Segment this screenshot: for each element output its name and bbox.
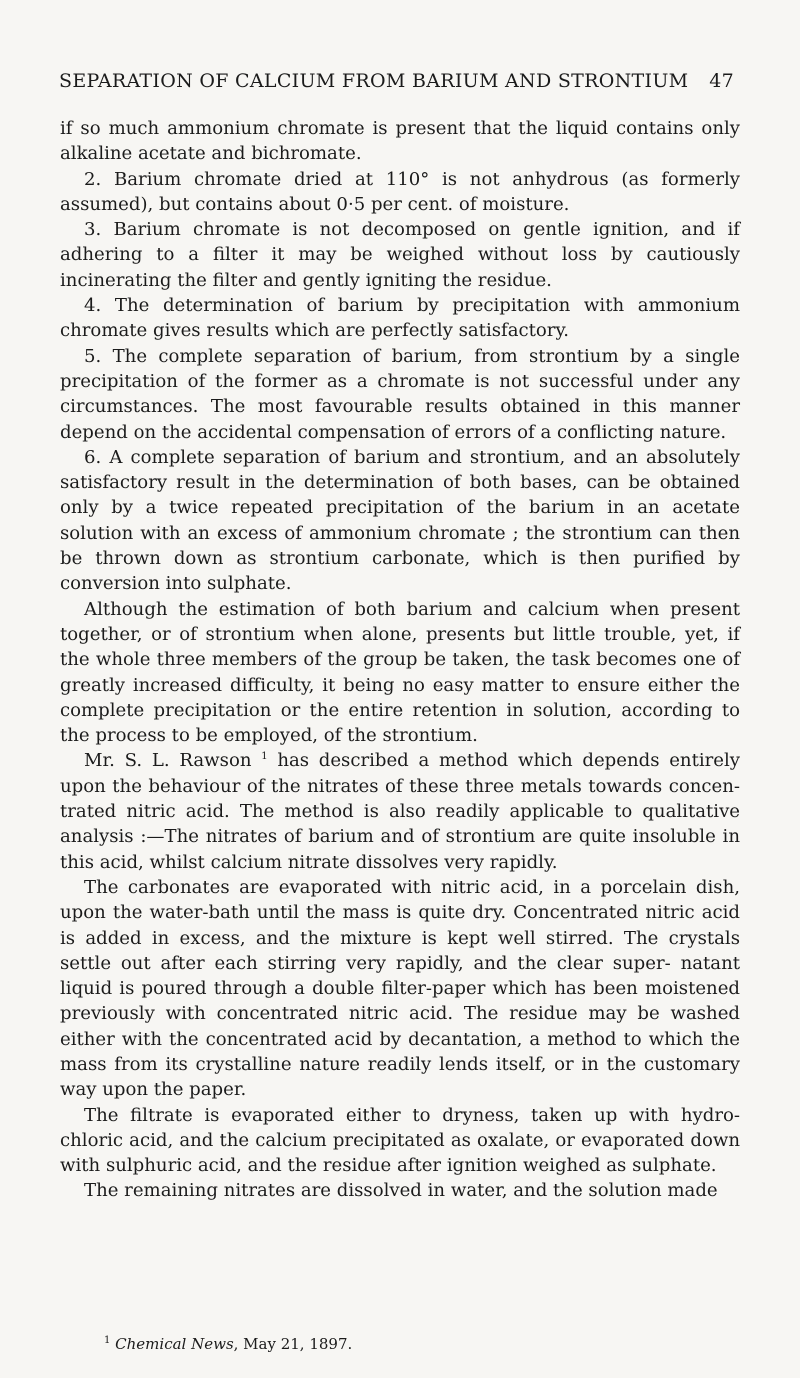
paragraph: 3. Barium chromate is not decomposed on gentle ignition, and if adhering to a filter it may be weighed without loss by cautiously incinerating the filter and gently igniting the residue. (60, 219, 740, 291)
footnote-journal: Chemical News (115, 1335, 234, 1353)
footnote (60, 1334, 740, 1354)
page-number: 47 (709, 70, 734, 92)
author-name: Mr. S. L. Rawson (84, 750, 252, 772)
paragraph: The remaining nitrates are dissolved in water, and the solution made (84, 1180, 718, 1202)
paragraph-text: has described a method which depends entirely upon the behaviour of the nitrates of these three metals towards concen- trated nitric acid. The method is also readily applicable to qualitative analysis :—The nitrates of barium and of strontium are quite insoluble in this acid, whilst calcium nitrate dissolves very rapidly. (60, 750, 740, 873)
paragraph: 2. Barium chromate dried at 110° is not anhydrous (as formerly assumed), but contains about 0·5 per cent. of moisture. (60, 168, 740, 215)
paragraph: The filtrate is evaporated either to dryness, taken up with hydro- chloric acid, and the calcium precipitated as oxalate, or evaporated down with sulphuric acid, and the residue after ignition weighed as sulphate. (60, 1104, 740, 1177)
footnote-date: , May 21, 1897. (233, 1335, 353, 1353)
paragraph: if so much ammonium chromate is present that the liquid contains only alkaline acetate and bichromate. (60, 118, 740, 165)
paragraph-rawson (60, 748, 740, 874)
paragraph: The carbonates are evaporated with nitric acid, in a porcelain dish, upon the water-bath until the mass is quite dry. Concentrated nitric acid is added in excess, and the mixture is kept well stirred. The crystals settle out after each stirring very rapidly, and the clear super- natant liquid is poured through a double filter-paper which has been moistened previously with concentrated nitric acid. The residue may be washed either with the concentrated acid by decantation, a method to which the mass from its crystalline nature readily lends itself, or in the customary way upon the paper. (60, 876, 740, 1101)
paragraph: 6. A complete separation of barium and strontium, and an absolutely satisfactory result in the determination of both bases, can be obtained only by a twice repeated precipitation of the barium in an acetate solution with an excess of ammonium chromate ; the strontium can then be thrown down as strontium carbonate, which is then purified by conversion into sulphate. (60, 446, 740, 595)
paragraph: 4. The determination of barium by precipitation with ammonium chromate gives results which are perfectly satisfactory. (60, 295, 740, 342)
paragraph: Although the estimation of both barium and calcium when present together, or of strontium when alone, presents but little trouble, yet, if the whole three members of the group be taken, the task becomes one of greatly increased difficulty, it being no easy matter to ensure either the complete precipitation or the entire retention in solution, according to the process to be employed, of the strontium. (60, 598, 740, 747)
footnote-reference[interactable]: 1 (261, 751, 268, 763)
running-title: SEPARATION OF CALCIUM FROM BARIUM AND STRONTIUM (59, 70, 689, 92)
footnote-mark: 1 (104, 1335, 111, 1346)
paragraph: 5. The complete separation of barium, from strontium by a single precipitation of the former as a chromate is not successful under any circumstances. The most favourable results obtained in this manner depend on the accidental compensation of errors of a conflicting nature. (60, 345, 740, 443)
body-text (60, 116, 740, 1204)
